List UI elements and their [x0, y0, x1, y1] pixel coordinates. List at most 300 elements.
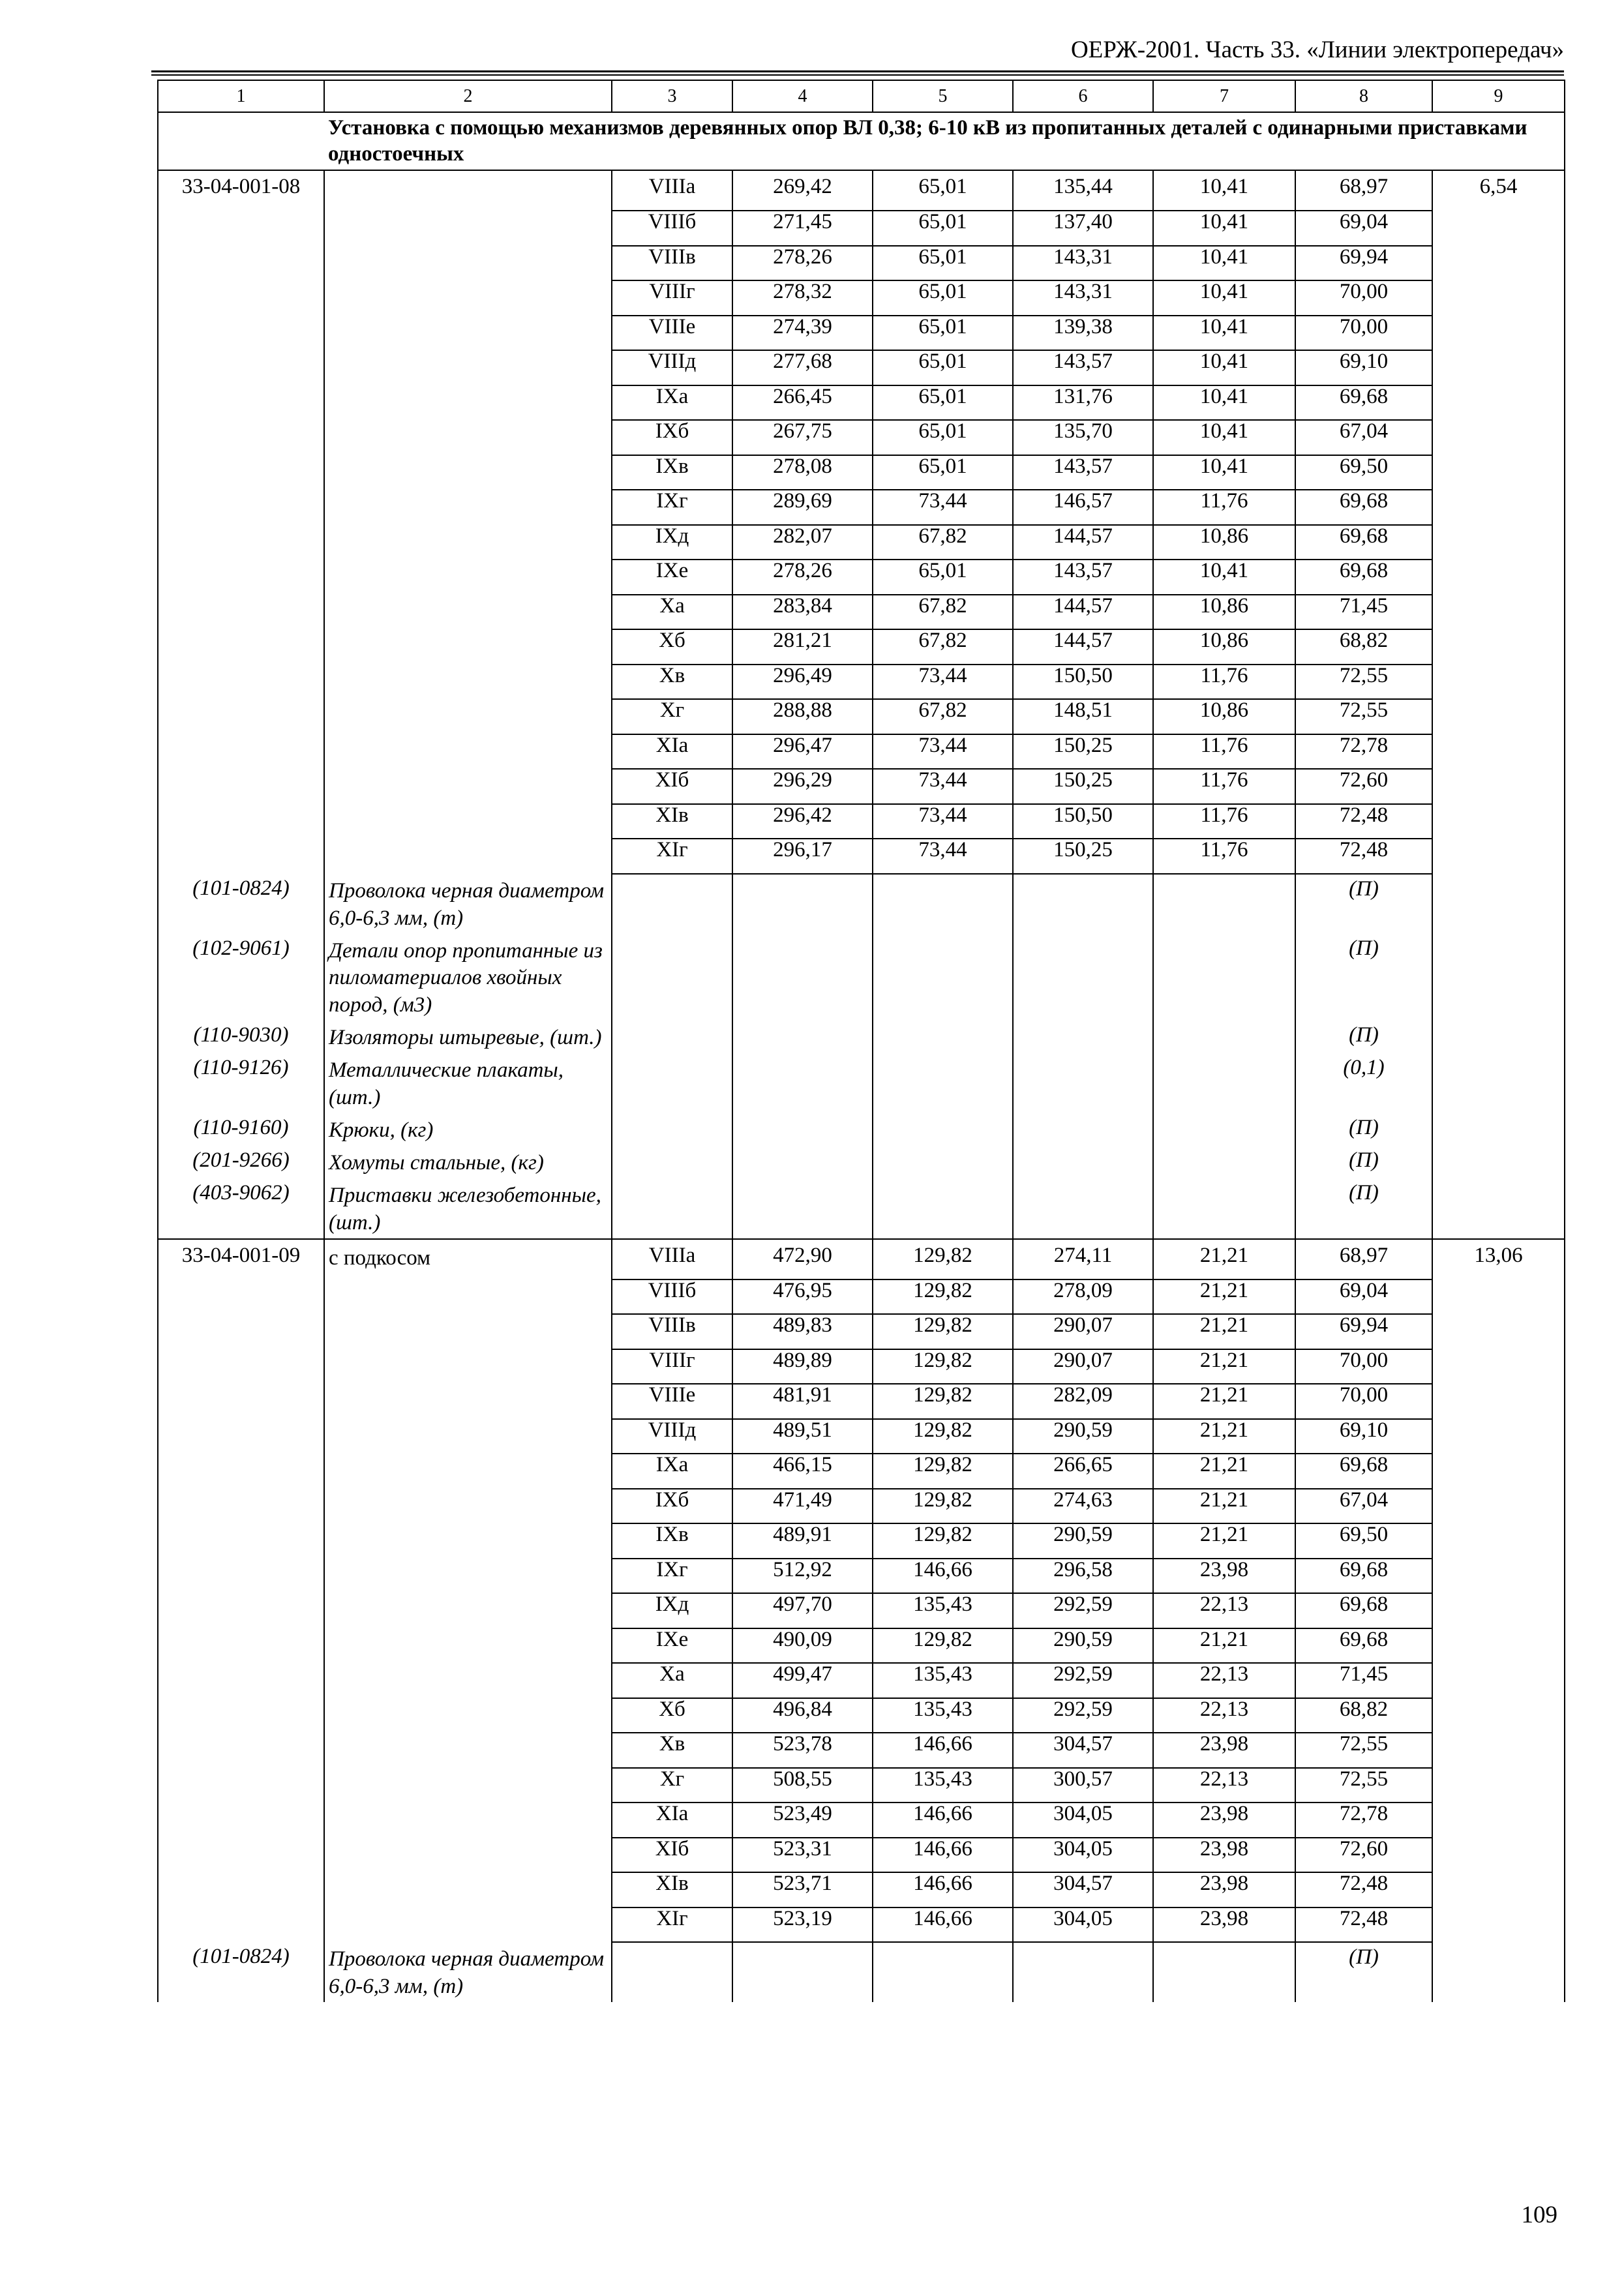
empty-cell [1153, 1113, 1295, 1146]
empty-cell [324, 1384, 612, 1419]
material-row [158, 1021, 1565, 1053]
machinist-wages-cell: 11,76 [1153, 665, 1295, 700]
material-qty: (0,1) [1295, 1053, 1432, 1113]
machines-cell: 278,09 [1013, 1279, 1153, 1315]
wages-cell: 67,82 [873, 629, 1013, 665]
material-name: Хомуты стальные, (кг) [324, 1146, 612, 1178]
empty-cell [324, 595, 612, 630]
materials-cell: 69,10 [1295, 350, 1432, 385]
table-row [158, 1349, 1565, 1384]
empty-cell [324, 1349, 612, 1384]
table-row [158, 595, 1565, 630]
empty-cell [1432, 1803, 1565, 1838]
zone-cell: XIг [612, 1908, 732, 1943]
header-rule [151, 70, 1564, 76]
material-row [158, 1178, 1565, 1239]
machinist-wages-cell: 23,98 [1153, 1872, 1295, 1908]
rates-table [157, 80, 1565, 2002]
zone-cell: XIа [612, 734, 732, 770]
material-name: Проволока черная диаметром 6,0-6,3 мм, (т) [324, 1942, 612, 2002]
material-qty: (П) [1295, 874, 1432, 934]
table-row [158, 1489, 1565, 1524]
machinist-wages-cell: 11,76 [1153, 769, 1295, 804]
empty-cell [1432, 1663, 1565, 1698]
empty-cell [324, 804, 612, 839]
wages-cell: 65,01 [873, 246, 1013, 281]
empty-cell [1432, 1021, 1565, 1053]
empty-cell [158, 1314, 324, 1349]
machinist-wages-cell: 23,98 [1153, 1733, 1295, 1768]
machinist-wages-cell: 21,21 [1153, 1523, 1295, 1559]
machinist-wages-cell: 22,13 [1153, 1768, 1295, 1803]
material-row [158, 1146, 1565, 1178]
empty-cell [1432, 490, 1565, 525]
total-cost-cell: 489,51 [732, 1419, 873, 1454]
empty-cell [158, 246, 324, 281]
wages-cell: 73,44 [873, 734, 1013, 770]
materials-cell: 72,55 [1295, 665, 1432, 700]
empty-cell [1432, 1523, 1565, 1559]
machines-cell: 150,50 [1013, 665, 1153, 700]
total-cost-cell: 296,17 [732, 839, 873, 874]
empty-cell [324, 1733, 612, 1768]
table-row [158, 1838, 1565, 1873]
empty-cell [1432, 316, 1565, 351]
empty-cell [1013, 1053, 1153, 1113]
total-cost-cell: 278,08 [732, 455, 873, 490]
empty-cell [158, 734, 324, 770]
table-row [158, 1314, 1565, 1349]
empty-cell [158, 420, 324, 455]
total-cost-cell: 282,07 [732, 525, 873, 560]
empty-cell [873, 1146, 1013, 1178]
empty-cell [1153, 1942, 1295, 2002]
total-cost-cell: 497,70 [732, 1593, 873, 1628]
zone-cell: VIIIд [612, 1419, 732, 1454]
empty-cell [1432, 1178, 1565, 1239]
machines-cell: 143,31 [1013, 246, 1153, 281]
table-row [158, 316, 1565, 351]
machinist-wages-cell: 21,21 [1153, 1349, 1295, 1384]
wages-cell: 129,82 [873, 1314, 1013, 1349]
machines-cell: 137,40 [1013, 211, 1153, 246]
materials-cell: 72,55 [1295, 1768, 1432, 1803]
empty-cell [324, 629, 612, 665]
machinist-wages-cell: 11,76 [1153, 490, 1295, 525]
total-cost-cell: 523,31 [732, 1838, 873, 1873]
machinist-wages-cell: 11,76 [1153, 734, 1295, 770]
zone-cell: IXа [612, 385, 732, 421]
machinist-wages-cell: 10,86 [1153, 525, 1295, 560]
table-row [158, 420, 1565, 455]
machinist-wages-cell: 22,13 [1153, 1698, 1295, 1733]
material-qty: (П) [1295, 1113, 1432, 1146]
table-row [158, 629, 1565, 665]
materials-cell: 70,00 [1295, 1384, 1432, 1419]
labor-cell: 6,54 [1432, 170, 1565, 211]
table-row [158, 1768, 1565, 1803]
column-number: 9 [1432, 80, 1565, 112]
material-row [158, 1053, 1565, 1113]
zone-cell: IXд [612, 1593, 732, 1628]
wages-cell: 65,01 [873, 385, 1013, 421]
empty-cell [324, 1523, 612, 1559]
empty-cell [1432, 1384, 1565, 1419]
empty-cell [158, 1803, 324, 1838]
wages-cell: 65,01 [873, 455, 1013, 490]
total-cost-cell: 472,90 [732, 1239, 873, 1279]
machines-cell: 148,51 [1013, 699, 1153, 734]
machines-cell: 290,07 [1013, 1349, 1153, 1384]
empty-cell [324, 665, 612, 700]
wages-cell: 135,43 [873, 1593, 1013, 1628]
empty-cell [324, 1559, 612, 1594]
total-cost-cell: 523,71 [732, 1872, 873, 1908]
material-code: (403-9062) [158, 1178, 324, 1239]
material-qty: (П) [1295, 1146, 1432, 1178]
wages-cell: 65,01 [873, 170, 1013, 211]
rate-code: 33-04-001-09 [158, 1239, 324, 1279]
empty-cell [1432, 1419, 1565, 1454]
empty-cell [873, 1113, 1013, 1146]
zone-cell: XIб [612, 1838, 732, 1873]
total-cost-cell: 289,69 [732, 490, 873, 525]
empty-cell [158, 1768, 324, 1803]
wages-cell: 129,82 [873, 1419, 1013, 1454]
column-number: 1 [158, 80, 324, 112]
empty-cell [1432, 1838, 1565, 1873]
empty-cell [324, 246, 612, 281]
machines-cell: 282,09 [1013, 1384, 1153, 1419]
empty-cell [158, 1698, 324, 1733]
empty-cell [1432, 1053, 1565, 1113]
wages-cell: 146,66 [873, 1908, 1013, 1943]
empty-cell [324, 1489, 612, 1524]
empty-cell [1432, 350, 1565, 385]
wages-cell: 146,66 [873, 1803, 1013, 1838]
wages-cell: 129,82 [873, 1279, 1013, 1315]
zone-cell: VIIIа [612, 1239, 732, 1279]
machines-cell: 304,57 [1013, 1733, 1153, 1768]
empty-cell [1432, 1872, 1565, 1908]
empty-cell [324, 1593, 612, 1628]
empty-cell [732, 1942, 873, 2002]
empty-cell [732, 1178, 873, 1239]
total-cost-cell: 466,15 [732, 1454, 873, 1489]
total-cost-cell: 512,92 [732, 1559, 873, 1594]
empty-cell [612, 1021, 732, 1053]
zone-cell: IXг [612, 1559, 732, 1594]
table-row [158, 1663, 1565, 1698]
empty-cell [873, 1178, 1013, 1239]
empty-cell [324, 211, 612, 246]
total-cost-cell: 481,91 [732, 1384, 873, 1419]
empty-cell [732, 934, 873, 1021]
total-cost-cell: 296,49 [732, 665, 873, 700]
empty-cell [1432, 1768, 1565, 1803]
zone-cell: VIIIб [612, 1279, 732, 1315]
machinist-wages-cell: 10,41 [1153, 170, 1295, 211]
empty-cell [324, 1768, 612, 1803]
wages-cell: 146,66 [873, 1559, 1013, 1594]
machinist-wages-cell: 10,41 [1153, 350, 1295, 385]
empty-cell [158, 525, 324, 560]
material-row [158, 1113, 1565, 1146]
zone-cell: IXе [612, 1628, 732, 1664]
materials-cell: 69,68 [1295, 1454, 1432, 1489]
column-number: 6 [1013, 80, 1153, 112]
materials-cell: 72,60 [1295, 1838, 1432, 1873]
wages-cell: 65,01 [873, 560, 1013, 595]
material-qty: (П) [1295, 1178, 1432, 1239]
material-code: (201-9266) [158, 1146, 324, 1178]
zone-cell: IXб [612, 420, 732, 455]
machinist-wages-cell: 10,41 [1153, 420, 1295, 455]
empty-cell [732, 1021, 873, 1053]
empty-cell [1432, 1559, 1565, 1594]
machinist-wages-cell: 11,76 [1153, 804, 1295, 839]
materials-cell: 69,68 [1295, 1593, 1432, 1628]
page-header-title: ОЕРЖ-2001. Часть 33. «Линии электропередач» [1070, 37, 1564, 63]
empty-cell [612, 1113, 732, 1146]
total-cost-cell: 490,09 [732, 1628, 873, 1664]
total-cost-cell: 281,21 [732, 629, 873, 665]
zone-cell: VIIIв [612, 246, 732, 281]
table-row [158, 211, 1565, 246]
materials-cell: 72,78 [1295, 1803, 1432, 1838]
empty-cell [1153, 934, 1295, 1021]
empty-cell [1432, 595, 1565, 630]
material-code: (102-9061) [158, 934, 324, 1021]
machines-cell: 304,05 [1013, 1803, 1153, 1838]
wages-cell: 73,44 [873, 665, 1013, 700]
machines-cell: 290,59 [1013, 1523, 1153, 1559]
empty-cell [158, 839, 324, 874]
machines-cell: 290,59 [1013, 1628, 1153, 1664]
wages-cell: 73,44 [873, 839, 1013, 874]
wages-cell: 146,66 [873, 1733, 1013, 1768]
empty-cell [158, 595, 324, 630]
machinist-wages-cell: 23,98 [1153, 1908, 1295, 1943]
zone-cell: VIIIг [612, 1349, 732, 1384]
total-cost-cell: 523,49 [732, 1803, 873, 1838]
machines-cell: 144,57 [1013, 629, 1153, 665]
empty-cell [324, 1838, 612, 1873]
machinist-wages-cell: 23,98 [1153, 1559, 1295, 1594]
zone-cell: IXв [612, 1523, 732, 1559]
table-row [158, 560, 1565, 595]
machinist-wages-cell: 10,41 [1153, 246, 1295, 281]
empty-cell [1432, 1314, 1565, 1349]
empty-cell [612, 934, 732, 1021]
material-row [158, 934, 1565, 1021]
materials-cell: 68,82 [1295, 1698, 1432, 1733]
machinist-wages-cell: 10,41 [1153, 385, 1295, 421]
zone-cell: Xв [612, 1733, 732, 1768]
machines-cell: 274,11 [1013, 1239, 1153, 1279]
machinist-wages-cell: 21,21 [1153, 1314, 1295, 1349]
empty-cell [324, 1663, 612, 1698]
empty-cell [1432, 211, 1565, 246]
empty-cell [1153, 1146, 1295, 1178]
empty-cell [158, 1663, 324, 1698]
total-cost-cell: 499,47 [732, 1663, 873, 1698]
machines-cell: 304,05 [1013, 1838, 1153, 1873]
table-row [158, 350, 1565, 385]
empty-cell [158, 665, 324, 700]
wages-cell: 129,82 [873, 1239, 1013, 1279]
wages-cell: 129,82 [873, 1384, 1013, 1419]
wages-cell: 67,82 [873, 595, 1013, 630]
empty-cell [324, 316, 612, 351]
material-name: Изоляторы штыревые, (шт.) [324, 1021, 612, 1053]
total-cost-cell: 278,32 [732, 280, 873, 316]
empty-cell [158, 211, 324, 246]
column-number: 8 [1295, 80, 1432, 112]
materials-cell: 68,82 [1295, 629, 1432, 665]
material-code: (110-9126) [158, 1053, 324, 1113]
empty-cell [1432, 1698, 1565, 1733]
zone-cell: IXб [612, 1489, 732, 1524]
table-row [158, 1872, 1565, 1908]
total-cost-cell: 278,26 [732, 246, 873, 281]
empty-cell [1432, 1454, 1565, 1489]
empty-cell [1153, 874, 1295, 934]
empty-cell [873, 1942, 1013, 2002]
empty-cell [1432, 560, 1565, 595]
zone-cell: IXе [612, 560, 732, 595]
machines-cell: 131,76 [1013, 385, 1153, 421]
rate-code: 33-04-001-08 [158, 170, 324, 211]
machines-cell: 143,31 [1013, 280, 1153, 316]
total-cost-cell: 283,84 [732, 595, 873, 630]
zone-cell: Xб [612, 629, 732, 665]
machinist-wages-cell: 10,41 [1153, 455, 1295, 490]
machines-cell: 135,44 [1013, 170, 1153, 211]
machinist-wages-cell: 10,41 [1153, 316, 1295, 351]
empty-cell [324, 699, 612, 734]
table-row [158, 1908, 1565, 1943]
empty-cell [1432, 874, 1565, 934]
wages-cell: 73,44 [873, 769, 1013, 804]
empty-cell [158, 316, 324, 351]
empty-cell [158, 769, 324, 804]
machines-cell: 290,07 [1013, 1314, 1153, 1349]
machinist-wages-cell: 21,21 [1153, 1239, 1295, 1279]
table-row [158, 804, 1565, 839]
machinist-wages-cell: 21,21 [1153, 1628, 1295, 1664]
wages-cell: 67,82 [873, 699, 1013, 734]
machinist-wages-cell: 10,41 [1153, 211, 1295, 246]
empty-cell [1432, 629, 1565, 665]
empty-cell [158, 1908, 324, 1943]
empty-cell [732, 1146, 873, 1178]
machinist-wages-cell: 21,21 [1153, 1279, 1295, 1315]
materials-cell: 69,68 [1295, 560, 1432, 595]
zone-cell: XIа [612, 1803, 732, 1838]
machinist-wages-cell: 22,13 [1153, 1663, 1295, 1698]
wages-cell: 65,01 [873, 350, 1013, 385]
empty-cell [1432, 525, 1565, 560]
empty-cell [158, 1384, 324, 1419]
wages-cell: 146,66 [873, 1838, 1013, 1873]
total-cost-cell: 269,42 [732, 170, 873, 211]
empty-cell [1432, 1489, 1565, 1524]
machinist-wages-cell: 23,98 [1153, 1803, 1295, 1838]
empty-cell [324, 1698, 612, 1733]
table-row [158, 1628, 1565, 1664]
machines-cell: 139,38 [1013, 316, 1153, 351]
machinist-wages-cell: 10,86 [1153, 595, 1295, 630]
materials-cell: 68,97 [1295, 1239, 1432, 1279]
empty-cell [158, 1559, 324, 1594]
wages-cell: 65,01 [873, 211, 1013, 246]
empty-cell [158, 1279, 324, 1315]
zone-cell: Xб [612, 1698, 732, 1733]
wages-cell: 146,66 [873, 1872, 1013, 1908]
table-row [158, 280, 1565, 316]
section-title: Установка с помощью механизмов деревянных опор ВЛ 0,38; 6-10 кВ из пропитанных деталей с одинарными приставками одностоечных [158, 112, 1565, 170]
material-row [158, 874, 1565, 934]
material-qty: (П) [1295, 1021, 1432, 1053]
empty-cell [1153, 1053, 1295, 1113]
materials-cell: 69,04 [1295, 211, 1432, 246]
materials-cell: 67,04 [1295, 420, 1432, 455]
empty-cell [1432, 804, 1565, 839]
zone-cell: VIIIб [612, 211, 732, 246]
page-number: 109 [1521, 2202, 1557, 2228]
machines-cell: 300,57 [1013, 1768, 1153, 1803]
table-row [158, 525, 1565, 560]
empty-cell [324, 1454, 612, 1489]
empty-cell [1432, 839, 1565, 874]
table-row [158, 1698, 1565, 1733]
table-row [158, 1454, 1565, 1489]
total-cost-cell: 288,88 [732, 699, 873, 734]
wages-cell: 129,82 [873, 1454, 1013, 1489]
empty-cell [324, 385, 612, 421]
empty-cell [1432, 280, 1565, 316]
empty-cell [1432, 934, 1565, 1021]
empty-cell [324, 1419, 612, 1454]
empty-cell [1153, 1021, 1295, 1053]
machines-cell: 292,59 [1013, 1663, 1153, 1698]
empty-cell [158, 1419, 324, 1454]
machines-cell: 150,25 [1013, 734, 1153, 770]
total-cost-cell: 296,29 [732, 769, 873, 804]
zone-cell: XIб [612, 769, 732, 804]
empty-cell [324, 1314, 612, 1349]
material-row [158, 1942, 1565, 2002]
empty-cell [324, 1803, 612, 1838]
zone-cell: XIв [612, 1872, 732, 1908]
column-number: 7 [1153, 80, 1295, 112]
empty-cell [158, 350, 324, 385]
machines-cell: 150,25 [1013, 839, 1153, 874]
empty-cell [1432, 455, 1565, 490]
material-code: (101-0824) [158, 874, 324, 934]
materials-cell: 69,04 [1295, 1279, 1432, 1315]
materials-cell: 69,68 [1295, 1628, 1432, 1664]
zone-cell: VIIIа [612, 170, 732, 211]
machines-cell: 143,57 [1013, 350, 1153, 385]
empty-cell [158, 1349, 324, 1384]
materials-cell: 69,50 [1295, 1523, 1432, 1559]
empty-cell [324, 525, 612, 560]
empty-cell [158, 699, 324, 734]
column-number: 4 [732, 80, 873, 112]
table-row [158, 839, 1565, 874]
